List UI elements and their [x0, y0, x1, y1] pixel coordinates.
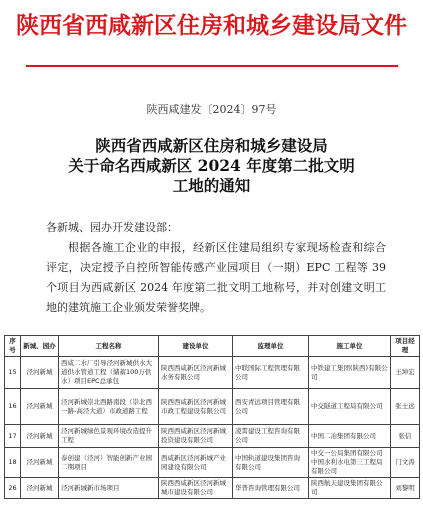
cell-index: 16: [5, 389, 21, 425]
cell-developer: 陕西西咸新区泾河新城水务有限公司: [159, 357, 233, 389]
cell-index: 15: [5, 357, 21, 389]
table-row: [5, 478, 420, 499]
table-row: [5, 425, 420, 448]
body-paragraph: 根据各施工企业的申报，经新区住建局组织专家现场检查和综合评定，决定授予自控所智能传感产业园项目（一期）EPC 工程等 39 个项目为西咸新区 2024 年度第二批文明工地称号，并对创建文明工地的建筑施工企业颁发荣誉奖牌。: [46, 241, 386, 314]
cell-contractor: 中交一公局集团有限公司中国水利水电第三工程局有限公司: [309, 448, 391, 478]
cell-contractor: 中国二冶集团有限公司: [309, 425, 391, 448]
cell-district: 泾河新城: [21, 357, 59, 389]
cell-developer: 陕西西咸新区泾河新城投资建设有限公司: [159, 425, 233, 448]
cell-manager: 王坤宏: [391, 357, 420, 389]
header-index: 序号: [5, 336, 21, 357]
cell-supervisor: 西安青远项目管理有限公司: [233, 389, 309, 425]
cell-project-name: 泾河新城崇北西路南段（崇北西一路-高泾大道）市政道路工程: [59, 389, 159, 425]
cell-contractor: 中交隧道工程局有限公司: [309, 389, 391, 425]
cell-manager: 门文涛: [391, 448, 420, 478]
notice-title: [0, 136, 423, 196]
cell-district: 泾河新城: [21, 425, 59, 448]
cell-contractor: 中铁建工集团(陕西)有限公司: [309, 357, 391, 389]
table-header-row: [5, 336, 420, 357]
document-masthead: 陕西省西咸新区住房和城乡建设局文件: [16, 12, 407, 39]
cell-index: 26: [5, 478, 21, 499]
cell-supervisor: 凌霄建设工程咨询有限公司: [233, 425, 309, 448]
cell-contractor: 陕西航天建设集团有限公司: [309, 478, 391, 499]
document-number: 陕西咸建发〔2024〕97号: [146, 103, 277, 116]
table-row: [5, 448, 420, 478]
header-district: 新城、园办: [21, 336, 59, 357]
title-line-1: 陕西省西咸新区住房和城乡建设局: [95, 136, 328, 155]
cell-manager: 刘黎明: [391, 478, 420, 499]
cell-supervisor: 华普咨询管理有限公司: [233, 478, 309, 499]
title-line-3: 工地的通知: [172, 176, 251, 195]
salutation: 各新城、园办开发建设部：: [46, 221, 178, 234]
cell-supervisor: 中联国际工程管理有限公司: [233, 357, 309, 389]
cell-district: 泾河新城: [21, 389, 59, 425]
cell-index: 17: [5, 425, 21, 448]
cell-district: 泾河新城: [21, 478, 59, 499]
cell-developer: 陕西西咸新区泾河新城城市建设有限公司: [159, 478, 233, 499]
cell-developer: 陕西西咸新区泾河新城市政工程建设有限公司: [159, 389, 233, 425]
header-developer: 建设单位: [159, 336, 233, 357]
header-project-name: 工程名称: [59, 336, 159, 357]
cell-manager: 张士远: [391, 389, 420, 425]
cell-manager: 张信: [391, 425, 420, 448]
civilized-site-table: [4, 335, 420, 499]
cell-developer: 西咸新区泾河新城产业园建设有限公司: [159, 448, 233, 478]
header-contractor: 施工单位: [309, 336, 391, 357]
red-divider-line: [26, 65, 398, 67]
cell-project-name: 泾河新城新市场项目: [59, 478, 159, 499]
cell-project-name: 泾河新城绿色景观环境改造提升工程: [59, 425, 159, 448]
cell-supervisor: 中国轨道建设集团咨询有限公司: [233, 448, 309, 478]
title-line-2: 关于命名西咸新区 2024 年度第二批文明: [68, 156, 355, 175]
header-manager: 项目经理: [391, 336, 420, 357]
cell-district: 泾河新城: [21, 448, 59, 478]
cell-index: 18: [5, 448, 21, 478]
cell-project-name: 泰创建（泾河）智能创新产业园二期项目: [59, 448, 159, 478]
cell-project-name: 西咸二水厂引导泾河新城供水大道供水管道工程（储蓄100万供水）项目EPC总承包: [59, 357, 159, 389]
table-row: [5, 389, 420, 425]
table-row: [5, 357, 420, 389]
header-supervisor: 监理单位: [233, 336, 309, 357]
